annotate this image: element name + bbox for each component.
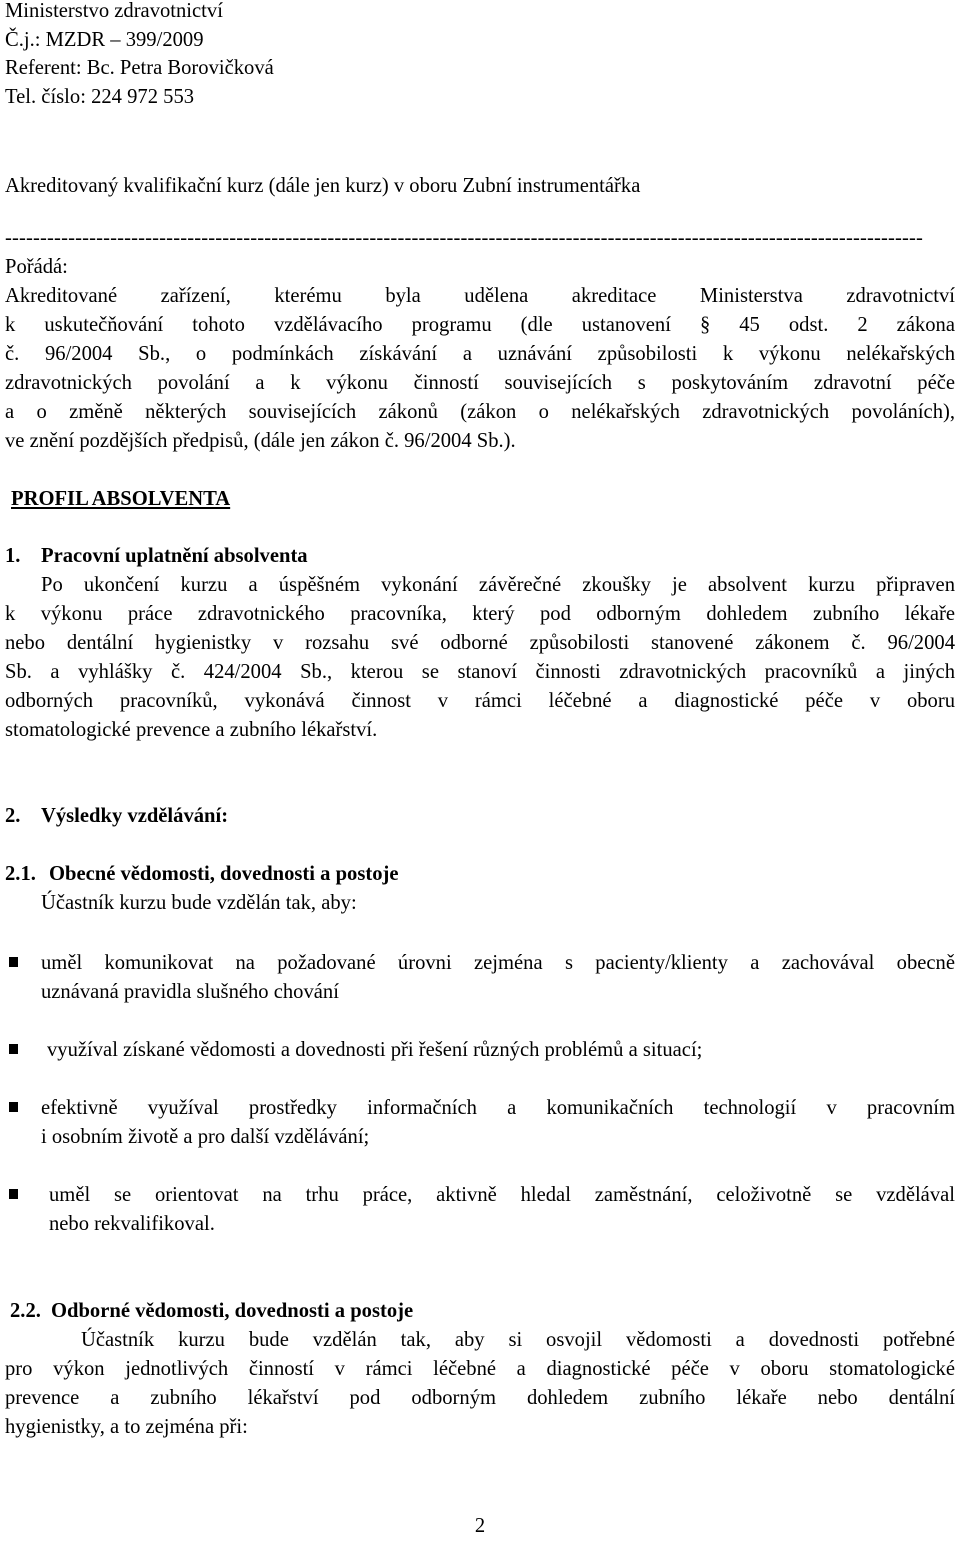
ministry-name: Ministerstvo zdravotnictví — [5, 0, 223, 22]
list-item-line: i osobním životě a pro další vzdělávání; — [41, 1126, 370, 1148]
phone-number: Tel. číslo: 224 972 553 — [5, 85, 195, 108]
section-title: Pracovní uplatnění absolventa — [41, 545, 308, 567]
bullet-square-icon — [9, 957, 18, 967]
course-title: Akreditovaný kvalifikační kurz (dále jen kurz) v oboru Zubní instrumentářka — [5, 175, 641, 197]
list-item-line: nebo rekvalifikoval. — [49, 1213, 215, 1235]
organizer-paragraph — [5, 282, 955, 456]
paragraph-line: stomatologické prevence a zubního lékařství. — [5, 719, 378, 741]
paragraph-line: odborných pracovníků, vykonává činnost v rámci léčebné a diagnostické péče v oboru — [5, 690, 955, 712]
referent-name: Referent: Bc. Petra Borovičková — [5, 57, 274, 79]
section-number: 2.2. — [10, 1300, 41, 1322]
paragraph-line: Po ukončení kurzu a úspěšném vykonání závěrečné zkoušky je absolvent kurzu připraven — [41, 574, 955, 596]
list-item-line: efektivně využíval prostředky informačních a komunikačních technologií v pracovním — [41, 1097, 955, 1119]
section-number: 1. — [5, 545, 21, 567]
list-item-line: uznávaná pravidla slušného chování — [41, 981, 339, 1003]
page-number: 2 — [474, 1515, 486, 1537]
document-header — [5, 0, 274, 111]
paragraph-line: k výkonu práce zdravotnického pracovníka, který pod odborným dohledem zubního lékaře — [5, 603, 955, 625]
paragraph-line: č. 96/2004 Sb., o podmínkách získávání a uznávání způsobilosti k výkonu nelékařských — [5, 343, 955, 365]
paragraph-line: zdravotnických povolání a k výkonu činností souvisejících s poskytováním zdravotní péče — [5, 372, 955, 394]
paragraph-line: prevence a zubního lékařství pod odborným dohledem zubního lékaře nebo dentální — [5, 1387, 955, 1409]
section-title: Obecné vědomosti, dovednosti a postoje — [49, 863, 399, 885]
section-2-1-heading — [5, 860, 399, 889]
list-item-line: využíval získané vědomosti a dovednosti při řešení různých problémů a situací; — [47, 1039, 703, 1061]
section-number: 2. — [5, 805, 21, 827]
paragraph-line: k uskutečňování tohoto vzdělávacího programu (dle ustanovení § 45 odst. 2 zákona — [5, 314, 955, 336]
paragraph-line: ve znění pozdějších předpisů, (dále jen zákon č. 96/2004 Sb.). — [5, 430, 516, 452]
paragraph-line: nebo dentální hygienistky v rozsahu své odborné způsobilosti stanovené zákonem č. 96/2004 — [5, 632, 955, 654]
section-2-2-heading — [10, 1297, 413, 1326]
bullet-square-icon — [9, 1044, 18, 1054]
section-1-paragraph — [5, 571, 955, 745]
bullet-square-icon — [9, 1189, 18, 1199]
section-title: Výsledky vzdělávání: — [41, 805, 229, 827]
paragraph-line: a o změně některých souvisejících zákonů (zákon o nelékařských zdravotnických povoláních), — [5, 401, 955, 423]
list-item-line: uměl komunikovat na požadované úrovni zejména s pacienty/klienty a zachovával obecně — [41, 952, 955, 974]
section-2-heading — [5, 802, 228, 831]
list-item-line: uměl se orientovat na trhu práce, aktivně hledal zaměstnání, celoživotně se vzdělával — [49, 1184, 955, 1206]
paragraph-line: Sb. a vyhlášky č. 424/2004 Sb., kterou se stanoví činnosti zdravotnických pracovníků a jiných — [5, 661, 955, 683]
paragraph-line: pro výkon jednotlivých činností v rámci léčebné a diagnostické péče v oboru stomatologické — [5, 1358, 955, 1380]
section-title: Odborné vědomosti, dovednosti a postoje — [51, 1300, 414, 1322]
paragraph-line: Akreditované zařízení, kterému byla udělena akreditace Ministerstva zdravotnictví — [5, 285, 955, 307]
separator-line: ----------------------------------------------------------------------------------------------------------------------------------- — [5, 228, 924, 248]
paragraph-line: hygienistky, a to zejména při: — [5, 1416, 248, 1438]
reference-number: Č.j.: MZDR – 399/2009 — [5, 28, 204, 51]
profil-heading: PROFIL ABSOLVENTA — [11, 488, 231, 510]
section-2-1-intro: Účastník kurzu bude vzdělán tak, aby: — [41, 892, 357, 914]
section-1-heading — [5, 542, 308, 571]
bullet-square-icon — [9, 1102, 18, 1112]
section-number: 2.1. — [5, 863, 36, 885]
organizer-label: Pořádá: — [5, 256, 68, 278]
paragraph-line: Účastník kurzu bude vzdělán tak, aby si osvojil vědomosti a dovednosti potřebné — [81, 1329, 955, 1351]
section-2-2-paragraph — [5, 1326, 955, 1442]
